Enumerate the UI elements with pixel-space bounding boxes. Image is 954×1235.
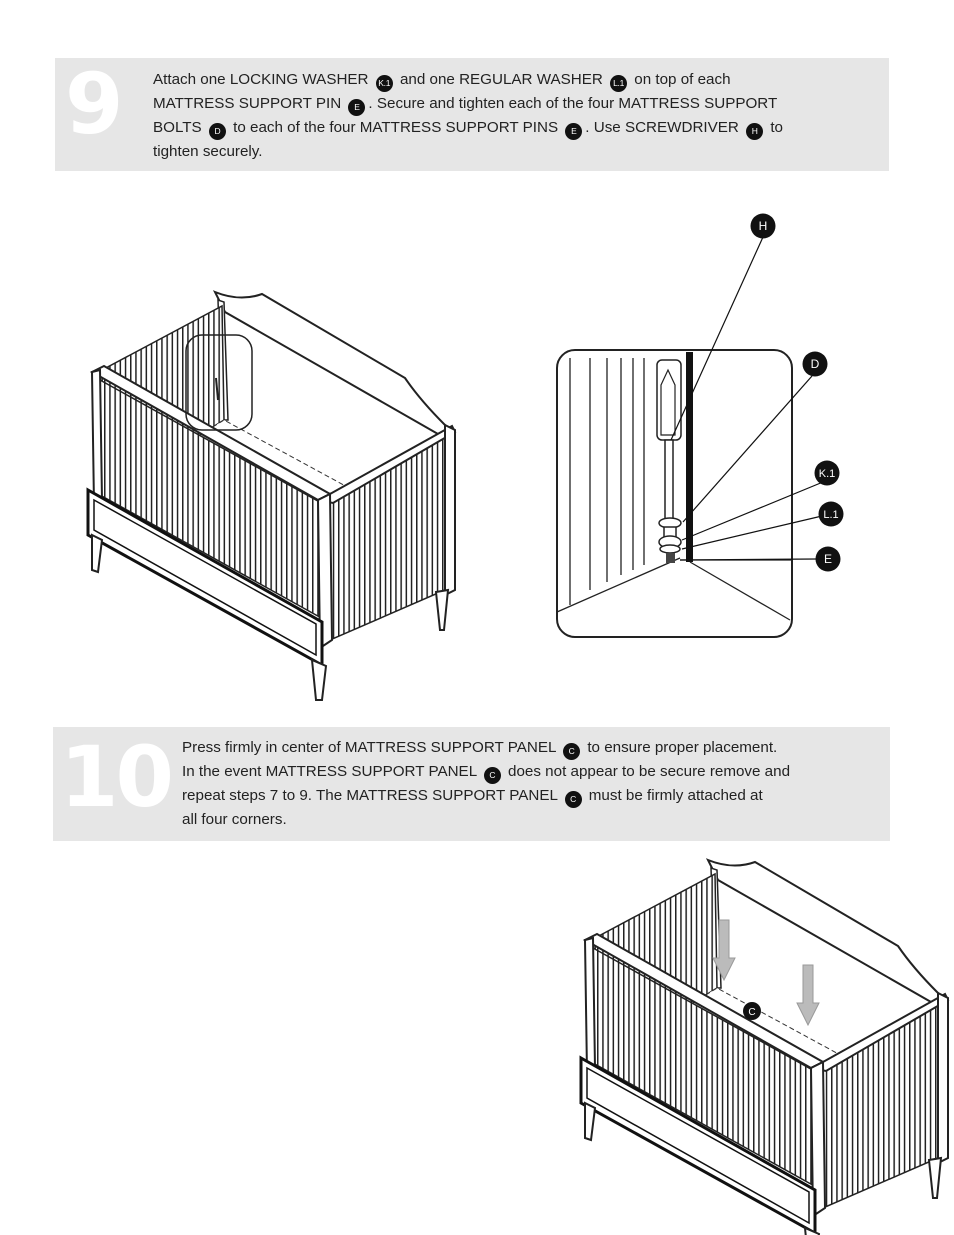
instruction-line: all four corners. — [182, 811, 287, 828]
part-badge: C — [484, 767, 501, 784]
svg-text:E: E — [823, 552, 833, 566]
instruction-line: MATTRESS SUPPORT PIN E . Secure and tighten each of the four MATTRESS SUPPORT — [153, 92, 873, 116]
detail-view — [557, 350, 792, 637]
part-badge: E — [565, 123, 582, 140]
svg-text:L.1: L.1 — [823, 509, 839, 521]
instruction-line: Attach one LOCKING WASHER K.1 and one REGULAR WASHER L.1 on top of each — [153, 68, 873, 92]
crib-illustration-step-9 — [88, 292, 455, 700]
svg-text:K.1: K.1 — [818, 468, 836, 480]
callout-l1 — [819, 502, 844, 527]
instruction-line: repeat steps 7 to 9. The MATTRESS SUPPORT PANEL C must be firmly attached at — [182, 784, 882, 808]
svg-text:D: D — [810, 357, 820, 371]
svg-text:H: H — [758, 219, 768, 233]
callout-h — [751, 214, 776, 239]
instruction-line: tighten securely. — [153, 143, 263, 160]
callout-c — [743, 1002, 761, 1020]
step-number: 10 — [60, 728, 171, 826]
part-badge: C — [565, 791, 582, 808]
step-number: 9 — [65, 55, 124, 153]
part-badge: H — [746, 123, 763, 140]
part-badge: D — [209, 123, 226, 140]
instruction-line: BOLTS D to each of the four MATTRESS SUPPORT PINS E . Use SCREWDRIVER H to — [153, 116, 873, 140]
part-badge: K.1 — [376, 75, 393, 92]
instruction-line: Press firmly in center of MATTRESS SUPPORT PANEL C to ensure proper placement. — [182, 736, 882, 760]
callout-e — [816, 547, 841, 572]
crib-illustration-step-10 — [581, 860, 948, 1235]
svg-text:C: C — [748, 1007, 756, 1018]
callout-d — [803, 352, 828, 377]
instruction-line: In the event MATTRESS SUPPORT PANEL C does not appear to be secure remove and — [182, 760, 882, 784]
part-badge: C — [563, 743, 580, 760]
callout-k1 — [815, 461, 840, 486]
part-badge: L.1 — [610, 75, 627, 92]
part-badge: E — [348, 99, 365, 116]
